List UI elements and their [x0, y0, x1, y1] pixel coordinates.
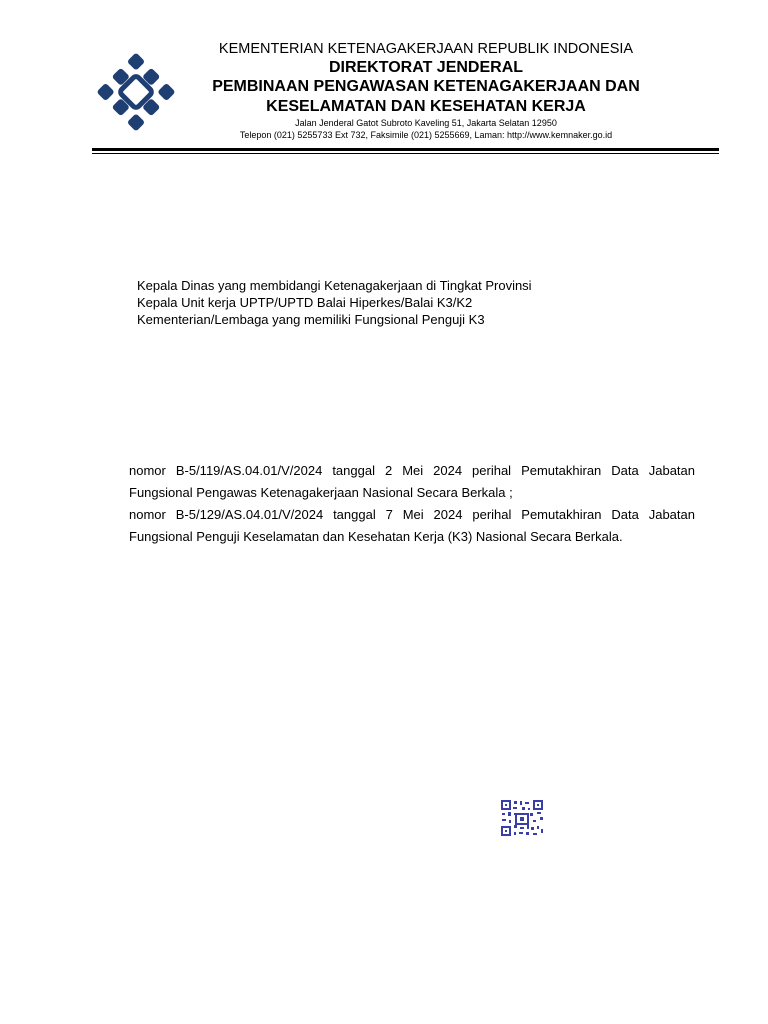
reference-item: nomor B-5/129/AS.04.01/V/2024 tanggal 7 Mei 2024 perihal Pemutakhiran Data Jabatan Fungsional Penguji Keselamatan dan Kesehatan Kerja (K3) Nasional Secara Berkala. — [129, 507, 695, 544]
letterhead-divider-thick — [92, 148, 719, 151]
reference-list — [129, 460, 695, 548]
recipient-item: Kementerian/Lembaga yang memiliki Fungsional Penguji K3 — [137, 312, 485, 327]
office-address: Jalan Jenderal Gatot Subroto Kaveling 51, Jakarta Selatan 12950 — [295, 118, 557, 128]
office-contact: Telepon (021) 5255733 Ext 732, Faksimile (021) 5255669, Laman: http://www.kemnaker.go.id — [239, 130, 613, 140]
division-name-line1: PEMBINAAN PENGAWASAN KETENAGAKERJAAN DAN — [212, 78, 640, 95]
reference-item: nomor B-5/119/AS.04.01/V/2024 tanggal 2 Mei 2024 perihal Pemutakhiran Data Jabatan Fungsional Pengawas Ketenagakerjaan Nasional Secara Berkala ; — [129, 463, 695, 500]
letterhead-divider-thin — [92, 153, 719, 154]
division-name-line2: KESELAMATAN DAN KESEHATAN KERJA — [266, 98, 586, 115]
directorate-name: DIREKTORAT JENDERAL — [328, 59, 524, 76]
kemnaker-logo-icon — [88, 44, 184, 140]
recipient-list — [137, 277, 532, 328]
ministry-name: KEMENTERIAN KETENAGAKERJAAN REPUBLIK INDONESIA — [218, 41, 634, 57]
recipient-item: Kepala Unit kerja UPTP/UPTD Balai Hiperkes/Balai K3/K2 — [137, 295, 473, 310]
recipient-item: Kepala Dinas yang membidangi Ketenagakerjaan di Tingkat Provinsi — [137, 278, 532, 293]
letterhead — [188, 40, 664, 141]
qr-code-icon — [500, 799, 544, 837]
